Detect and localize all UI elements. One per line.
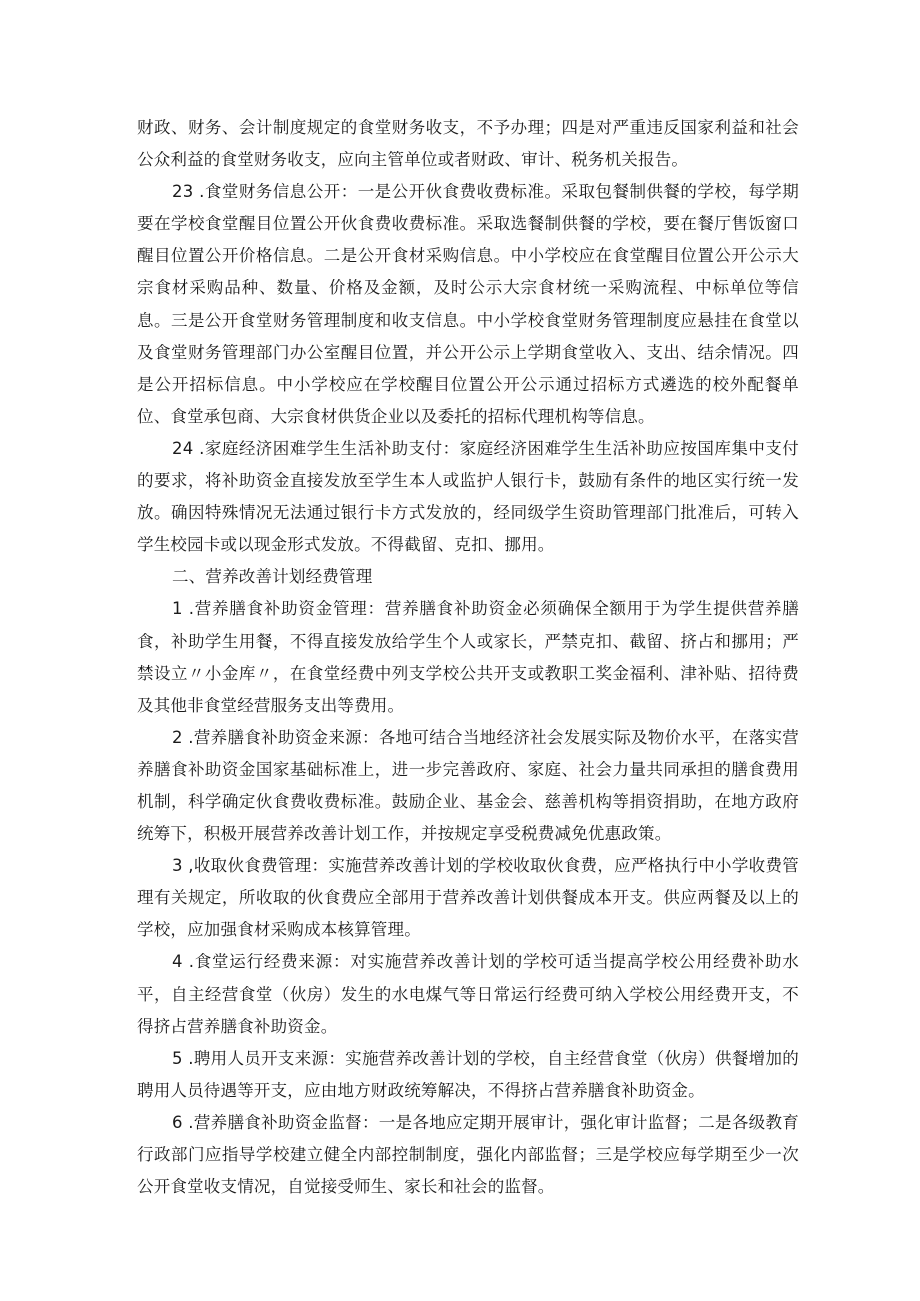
paragraph-item-3: 3 ,收取伙食费管理：实施营养改善计划的学校收取伙食费，应严格执行中小学收费管理有关规定，所收取的伙食费应全部用于营养改善计划供餐成本开支。供应两餐及以上的学校，应加强食材采购成本核算管理。 <box>137 856 799 940</box>
paragraph-item-4: 4 .食堂运行经费来源：对实施营养改善计划的学校可适当提高学校公用经费补助水平，自主经营食堂（伙房）发生的水电煤气等日常运行经费可纳入学校公用经费开支，不得挤占营养膳食补助资金。 <box>137 952 799 1036</box>
paragraph-item-6: 6 .营养膳食补助资金监督：一是各地应定期开展审计，强化审计监督；二是各级教育行政部门应指导学校建立健全内部控制制度，强化内部监督；三是学校应每学期至少一次公开食堂收支情况，自觉接受师生、家长和社会的监督。 <box>137 1112 799 1197</box>
document-page <box>137 112 799 1203</box>
paragraph-item-24: 24 .家庭经济困难学生生活补助支付：家庭经济困难学生生活补助应按国库集中支付的要求，将补助资金直接发放至学生本人或监护人银行卡，鼓励有条件的地区实行统一发放。确因特殊情况无法通过银行卡方式发放的，经同级学生资助管理部门批准后，可转入学生校园卡或以现金形式发放。不得截留、克扣、挪用。 <box>137 438 799 555</box>
paragraph-item-23: 23 .食堂财务信息公开：一是公开伙食费收费标准。采取包餐制供餐的学校，每学期要在学校食堂醒目位置公开伙食费收费标准。采取选餐制供餐的学校，要在餐厅售饭窗口醒目位置公开价格信息。二是公开食材采购信息。中小学校应在食堂醒目位置公开公示大宗食材采购品种、数量、价格及金额，及时公示大宗食材统一采购流程、中标单位等信息。三是公开食堂财务管理制度和收支信息。中小学校食堂财务管理制度应悬挂在食堂以及食堂财务管理部门办公室醒目位置，并公开公示上学期食堂收入、支出、结余情况。四是公开招标信息。中小学校应在学校醒目位置公开公示通过招标方式遴选的校外配餐单位、食堂承包商、大宗食材供货企业以及委托的招标代理机构等信息。 <box>137 182 799 426</box>
paragraph-item-5: 5 .聘用人员开支来源：实施营养改善计划的学校，自主经营食堂（伙房）供餐增加的聘用人员待遇等开支，应由地方财政统筹解决，不得挤占营养膳食补助资金。 <box>137 1048 799 1100</box>
paragraph-item-1: 1 .营养膳食补助资金管理：营养膳食补助资金必须确保全额用于为学生提供营养膳食，补助学生用餐，不得直接发放给学生个人或家长，严禁克扣、截留、挤占和挪用；严禁设立〃小金库〃，在食堂经费中列支学校公共开支或教职工奖金福利、津补贴、招待费及其他非食堂经营服务支出等费用。 <box>137 599 799 715</box>
paragraph-item-2: 2 .营养膳食补助资金来源：各地可结合当地经济社会发展实际及物价水平，在落实营养膳食补助资金国家基础标准上，进一步完善政府、家庭、社会力量共同承担的膳食费用机制，科学确定伙食费收费标准。鼓励企业、基金会、慈善机构等捐资捐助，在地方政府统筹下，积极开展营养改善计划工作，并按规定享受税费减免优惠政策。 <box>137 727 799 844</box>
paragraph-continuation: 财政、财务、会计制度规定的食堂财务收支，不予办理；四是对严重违反国家利益和社会公众利益的食堂财务收支，应向主管单位或者财政、审计、税务机关报告。 <box>137 118 799 170</box>
section-heading-2: 二、营养改善计划经费管理 <box>172 567 373 587</box>
